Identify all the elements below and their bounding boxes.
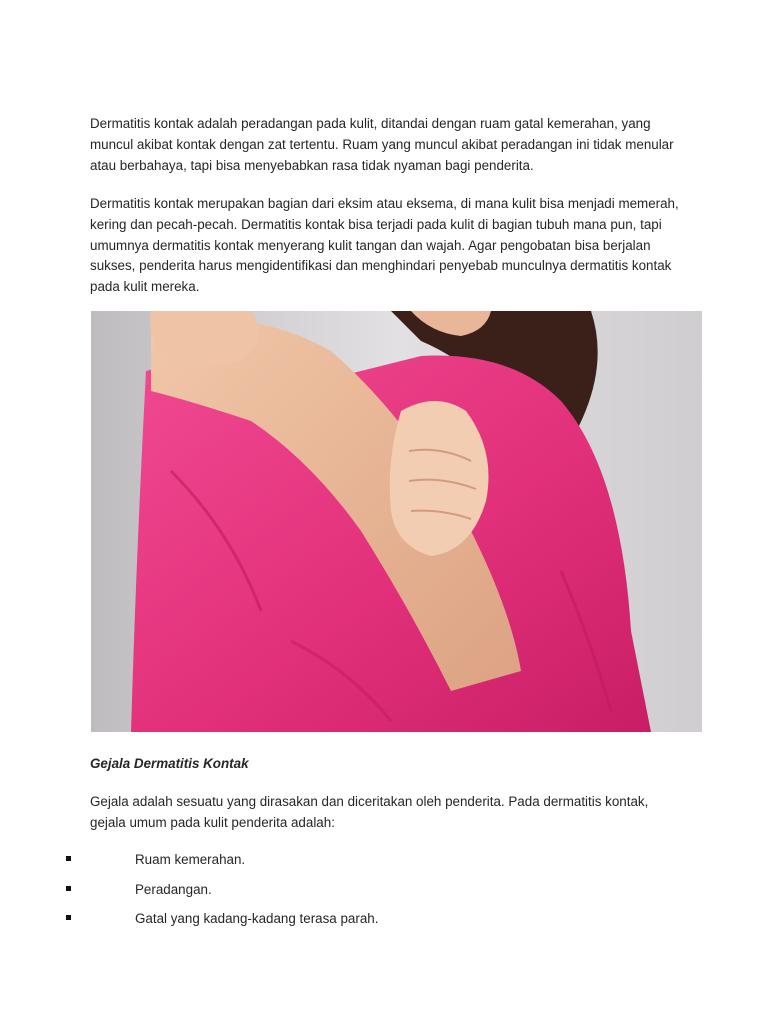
bullet-square-icon [66, 856, 71, 861]
list-item-text: Gatal yang kadang-kadang terasa parah. [135, 911, 379, 926]
symptoms-paragraph: Gejala adalah sesuatu yang dirasakan dan diceritakan oleh penderita. Pada dermatitis kontak, gejala umum pada kulit penderita adalah: [90, 794, 649, 830]
symptoms-heading: Gejala Dermatitis Kontak [90, 756, 249, 771]
list-item [0, 850, 768, 880]
eczema-paragraph: Dermatitis kontak merupakan bagian dari eksim atau eksema, di mana kulit bisa menjadi memerah, kering dan pecah-pecah. Dermatitis kontak bisa terjadi pada kulit di bagian tubuh mana pun, tapi umumnya dermatitis kontak menyerang kulit tangan dan wajah. Agar pengobatan bisa berjalan sukses, penderita harus mengidentifikasi dan menghindari penyebab munculnya dermatitis kontak pada kulit mereka. [90, 196, 679, 295]
bullet-square-icon [66, 886, 71, 891]
list-item [0, 880, 768, 910]
scratching-arm-photo [91, 311, 702, 732]
intro-paragraph: Dermatitis kontak adalah peradangan pada kulit, ditandai dengan ruam gatal kemerahan, yang muncul akibat kontak dengan zat tertentu. Ruam yang muncul akibat peradangan ini tidak menular atau berbahaya, tapi bisa menyebabkan rasa tidak nyaman bagi penderita. [90, 116, 674, 173]
bullet-square-icon [66, 915, 71, 920]
symptoms-list [0, 850, 768, 939]
list-item-text: Peradangan. [135, 881, 212, 897]
list-item-text: Ruam kemerahan. [135, 852, 246, 867]
list-item [0, 909, 768, 939]
photo-illustration [91, 311, 702, 732]
